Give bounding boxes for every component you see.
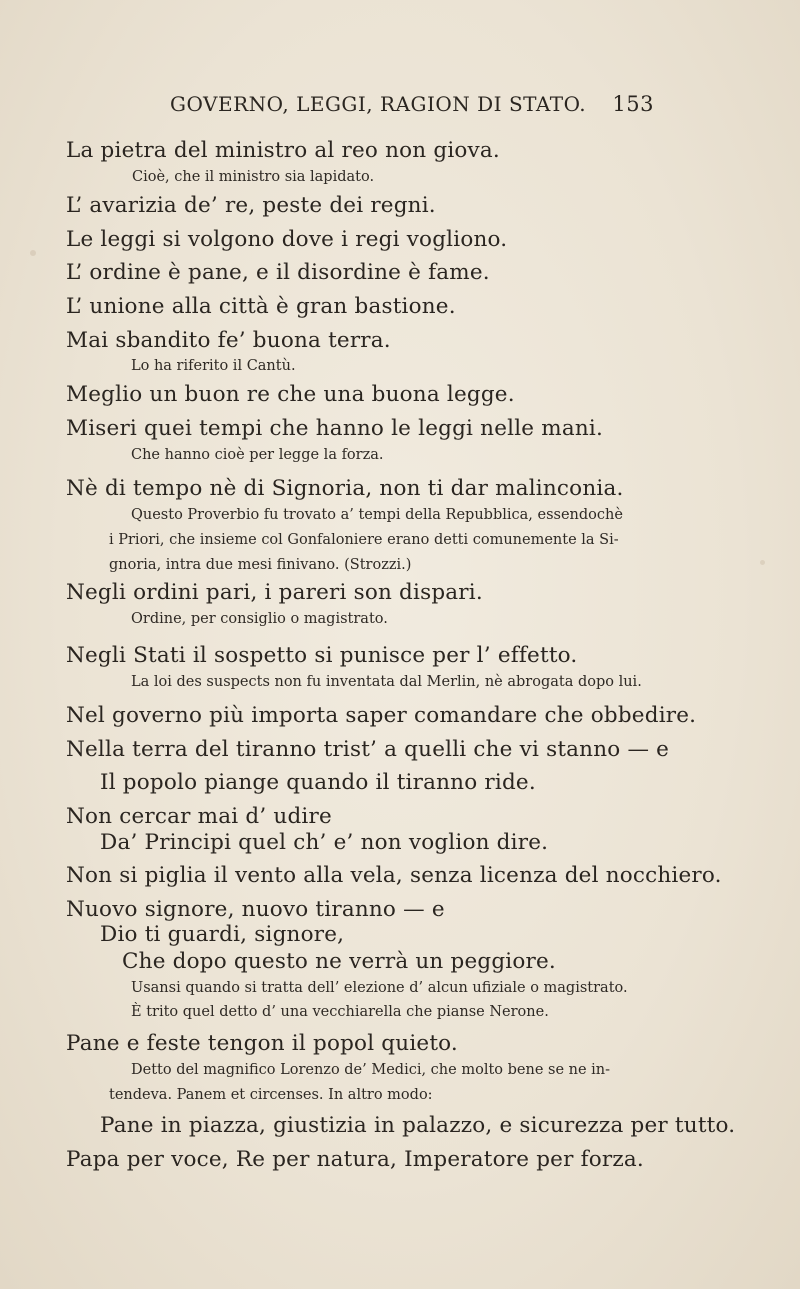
- proverb-line: Miseri quei tempi che hanno le leggi nelle mani.: [66, 416, 604, 441]
- note-line: Lo ha riferito il Cantù.: [131, 358, 296, 374]
- header-title: GOVERNO, LEGGI, RAGION DI STATO.: [170, 92, 587, 116]
- proverb-line: L’ unione alla città è gran bastione.: [66, 294, 456, 319]
- proverb-line: Che dopo questo ne verrà un peggiore.: [122, 949, 556, 974]
- page-number: 153: [612, 92, 654, 116]
- proverb-line: Meglio un buon re che una buona legge.: [66, 382, 515, 407]
- paper-spot: [760, 560, 765, 565]
- note-line: i Priori, che insieme col Gonfaloniere erano detti comunemente la Si-: [109, 532, 619, 548]
- proverb-line: Non cercar mai d’ udire: [66, 804, 332, 829]
- proverb-line: L’ ordine è pane, e il disordine è fame.: [66, 260, 490, 285]
- proverb-line: Dio ti guardi, signore,: [100, 922, 345, 947]
- proverb-line: Nè di tempo nè di Signoria, non ti dar malinconia.: [66, 476, 624, 501]
- note-line: Cioè, che il ministro sia lapidato.: [132, 169, 375, 185]
- note-line: Questo Proverbio fu trovato a’ tempi della Repubblica, essendochè: [131, 507, 623, 523]
- proverb-line: Nuovo signore, nuovo tiranno — e: [66, 897, 445, 922]
- proverb-line: Pane e feste tengon il popol quieto.: [66, 1031, 458, 1056]
- proverb-line: La pietra del ministro al reo non giova.: [66, 138, 500, 163]
- paper-spot: [30, 250, 36, 256]
- proverb-line: Mai sbandito fe’ buona terra.: [66, 328, 391, 353]
- note-line: tendeva. Panem et circenses. In altro modo:: [109, 1087, 433, 1103]
- note-line: gnoria, intra due mesi finivano. (Strozzi.): [109, 557, 412, 573]
- proverb-line: Papa per voce, Re per natura, Imperatore per forza.: [66, 1147, 644, 1172]
- proverb-line: Nella terra del tiranno trist’ a quelli che vi stanno — e: [66, 737, 670, 762]
- note-line: È trito quel detto d’ una vecchiarella che pianse Nerone.: [131, 1004, 549, 1020]
- proverb-line: Pane in piazza, giustizia in palazzo, e sicurezza per tutto.: [100, 1113, 736, 1138]
- proverb-line: Non si piglia il vento alla vela, senza licenza del nocchiero.: [66, 863, 722, 888]
- proverb-line: L’ avarizia de’ re, peste dei regni.: [66, 193, 436, 218]
- proverb-line: Negli ordini pari, i pareri son dispari.: [66, 580, 483, 605]
- note-line: Usansi quando si tratta dell’ elezione d’ alcun ufiziale o magistrato.: [131, 980, 628, 996]
- proverb-line: Da’ Principi quel ch’ e’ non voglion dire.: [100, 830, 549, 855]
- proverb-line: Nel governo più importa saper comandare che obbedire.: [66, 703, 697, 728]
- proverb-line: Negli Stati il sospetto si punisce per l’ effetto.: [66, 643, 578, 668]
- proverb-line: Il popolo piange quando il tiranno ride.: [100, 770, 536, 795]
- note-line: Che hanno cioè per legge la forza.: [131, 447, 384, 463]
- note-line: Ordine, per consiglio o magistrato.: [131, 611, 388, 627]
- proverb-line: Le leggi si volgono dove i regi vogliono.: [66, 227, 508, 252]
- note-line: La loi des suspects non fu inventata dal Merlin, nè abrogata dopo lui.: [131, 674, 642, 690]
- note-line: Detto del magnifico Lorenzo de’ Medici, che molto bene se ne in-: [131, 1062, 611, 1078]
